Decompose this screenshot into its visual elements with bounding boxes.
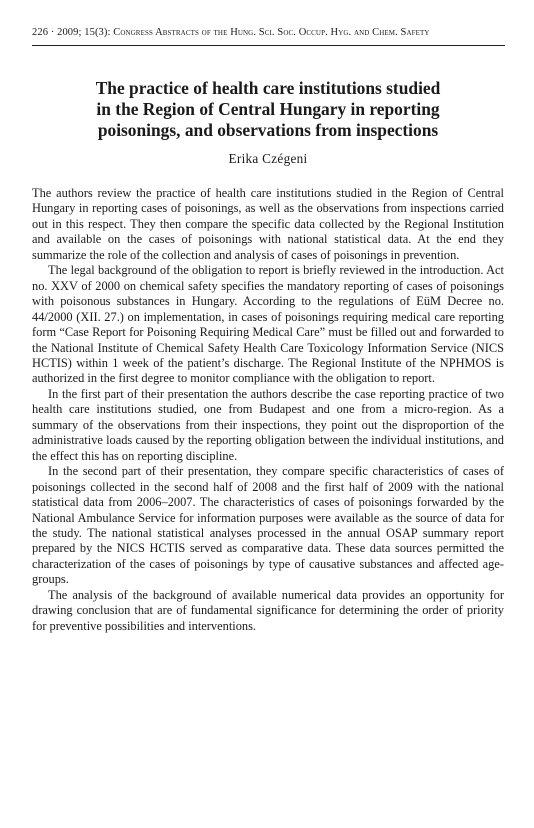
body-paragraph: In the second part of their presentation, they compare specific characteristics of cases of poisonings collected in the second half of 2008 and the first half of 2009 with the national statistical data from 2006–2007. The characteristics of cases of poisonings forwarded by the National Ambulance Service for information purposes were available as the source of data for the study. The national statistical analyses processed in the annual OSAP summary report prepared by the NICS HCTIS served as comparative data. These data sources permitted the characterization of the cases of poisonings by type of causative substances and affected age-groups. bbox=[32, 464, 504, 587]
title-line: in the Region of Central Hungary in reporting bbox=[96, 99, 440, 119]
article-title bbox=[32, 78, 504, 141]
body-paragraph: The authors review the practice of health care institutions studied in the Region of Central Hungary in reporting cases of poisonings, as well as the observations from inspections carried out in this respect. They then compare the specific data collected by the Regional Institution and available on the cases of poisonings with national statistical data. At the end they summarize the role of the collection and analysis of cases of poisonings in prevention. bbox=[32, 186, 504, 262]
body-paragraph: In the first part of their presentation the authors describe the case reporting practice of two health care institutions studied, one from Budapest and one from a micro-region. As a summary of the observations from their inspections, they point out the disproportion of the administrative loads caused by the reporting obligation between the individual institutions, and the effect this has on reporting discipline. bbox=[32, 386, 504, 463]
title-line: poisonings, and observations from inspections bbox=[97, 120, 439, 140]
article-author: Erika Czégeni bbox=[228, 151, 308, 166]
article-body bbox=[32, 186, 504, 634]
title-line: The practice of health care institutions studied bbox=[95, 78, 441, 98]
body-paragraph: The analysis of the background of available numerical data provides an opportunity for drawing conclusion that are of fundamental significance for determining the order of priority for preventive possibilities and interventions. bbox=[32, 587, 504, 633]
body-paragraph: The legal background of the obligation to report is briefly reviewed in the introduction. Act no. XXV of 2000 on chemical safety specifies the mandatory reporting of cases of poisonings with poisonous substances in Hungary. According to the regulations of EüM Decree no. 44/2000 (XII. 27.) on implementation, in cases of poisonings requiring medical care reporting form “Case Report for Poisoning Requiring Medical Care” must be filled out and forwarded to the National Institute of Chemical Safety Health Care Toxicology Information Service (NICS HCTIS) within 1 week of the patient’s discharge. The Regional Institute of the NPHMOS is authorized in the first degree to monitor compliance with the obligation to report. bbox=[32, 263, 504, 386]
header-rule bbox=[32, 45, 505, 46]
header-issue-info: 226 · 2009; 15(3): bbox=[32, 27, 114, 38]
running-header bbox=[32, 27, 504, 38]
header-journal-name: Congress Abstracts of the Hung. Sci. Soc. Occup. Hyg. and Chem. Safety bbox=[113, 27, 430, 38]
